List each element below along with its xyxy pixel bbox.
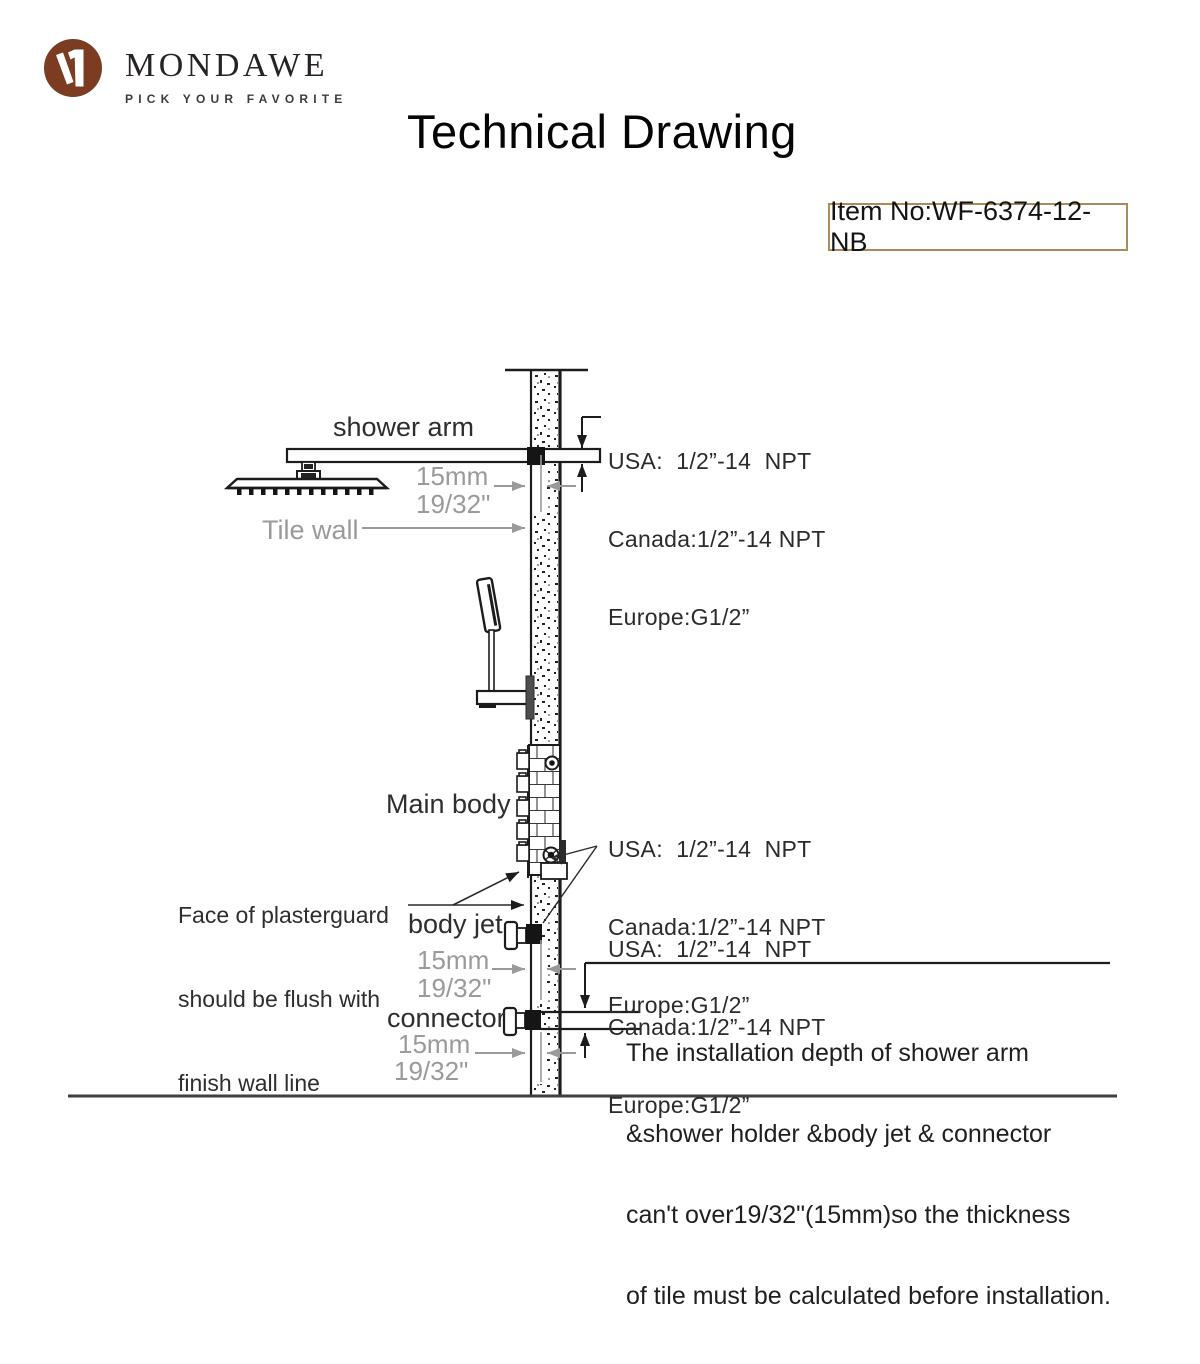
main-body-label: Main body — [386, 789, 511, 819]
installation-note-line: can't over19/32"(15mm)so the thickness — [626, 1201, 1071, 1229]
dim-15mm-body-jet: 15mm — [417, 945, 490, 975]
plasterguard-note-line: should be flush with — [178, 986, 381, 1012]
mondawe-logo-icon — [43, 38, 103, 98]
hand-shower-graphic — [477, 578, 534, 719]
spec-line-canada: Canada:1/2”-14 NPT — [608, 914, 826, 940]
spec-line-usa: USA: 1/2”-14 NPT — [608, 836, 812, 862]
item-number: Item No:WF-6374-12-NB — [830, 196, 1092, 257]
installation-note — [626, 986, 1111, 1364]
shower-arm-label: shower arm — [333, 412, 475, 442]
plasterguard-note-line: finish wall line — [178, 1070, 320, 1096]
brand-name: MONDAWE — [125, 47, 329, 84]
item-number-box — [828, 196, 1128, 257]
spec-line-europe: Europe:G1/2” — [608, 992, 750, 1018]
dim-15mm-connector: 15mm — [398, 1029, 471, 1059]
installation-note-line: &shower holder &body jet & connector — [626, 1120, 1052, 1148]
main-body-graphic — [517, 745, 567, 879]
dim-19-32-body-jet: 19/32" — [417, 973, 492, 1003]
spec-line-europe: Europe:G1/2” — [608, 604, 750, 630]
wall-cutout — [533, 464, 547, 514]
spec-line-europe: Europe:G1/2” — [608, 1092, 750, 1118]
installation-note-line: of tile must be calculated before installation. — [626, 1282, 1111, 1310]
page-title: Technical Drawing — [407, 105, 797, 158]
spec-line-canada: Canada:1/2”-14 NPT — [608, 526, 826, 552]
dim-15mm-shower-arm: 15mm — [416, 461, 489, 491]
dim-19-32-shower-arm: 19/32" — [416, 489, 491, 519]
connector-label: connector — [387, 1003, 506, 1033]
spec-line-usa: USA: 1/2”-14 NPT — [608, 448, 812, 474]
spec-line-usa: USA: 1/2”-14 NPT — [608, 936, 812, 962]
wall-cutout — [533, 944, 547, 1002]
dim-19-32-connector: 19/32" — [394, 1056, 469, 1086]
thread-spec-shower-arm — [608, 396, 826, 682]
tile-wall-label: Tile wall — [262, 515, 359, 545]
body-jet-label: body jet — [408, 909, 503, 939]
spec-line-canada: Canada:1/2”-14 NPT — [608, 1014, 826, 1040]
installation-note-line: The installation depth of shower arm — [626, 1039, 1029, 1067]
brand-tagline: PICK YOUR FAVORITE — [125, 92, 348, 106]
plasterguard-note-line: Face of plasterguard — [178, 902, 389, 928]
plasterguard-note — [178, 845, 389, 1153]
brand-block — [125, 47, 348, 106]
wall-cutout — [533, 1030, 547, 1084]
shower-head-graphic — [227, 479, 387, 495]
